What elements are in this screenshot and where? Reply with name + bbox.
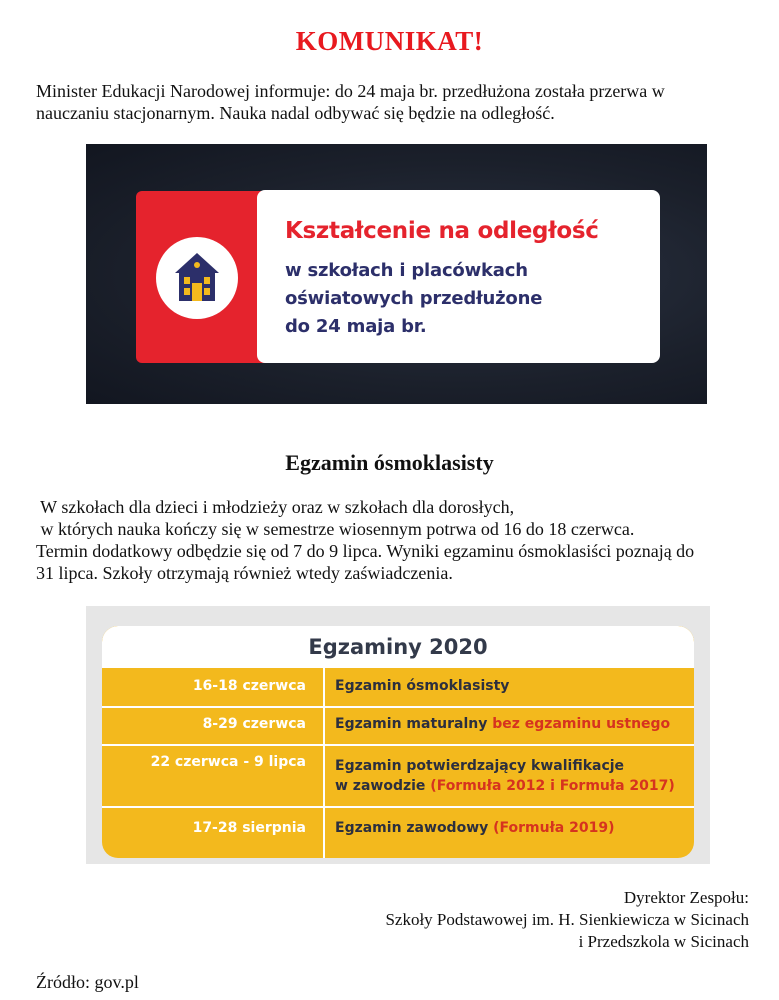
signature-line: Szkoły Podstawowej im. H. Sienkiewicza w Sicinach xyxy=(385,910,749,929)
exam-title-continued: w zawodzie xyxy=(335,778,426,794)
exam-title: Egzamin ósmoklasisty xyxy=(335,678,510,694)
banner-icon-circle xyxy=(156,237,238,319)
exam-line: 31 lipca. Szkoły otrzymają również wtedy zaświadczenia. xyxy=(36,563,453,583)
exams-2020-graphic xyxy=(86,606,710,864)
column-divider xyxy=(323,668,325,858)
exam-section-title: Egzamin ósmoklasisty xyxy=(285,450,494,475)
banner-line: w szkołach i placówkach xyxy=(285,260,528,281)
exam-name xyxy=(335,818,615,838)
exam-name xyxy=(335,756,624,776)
row-divider xyxy=(102,806,694,808)
exam-paragraph xyxy=(36,496,694,584)
intro-line: Minister Edukacji Narodowej informuje: do 24 maja br. przedłużona została przerwa w xyxy=(36,81,665,101)
school-building-icon xyxy=(172,251,222,303)
signature-line: i Przedszkola w Sicinach xyxy=(578,932,749,951)
exam-title: Egzamin zawodowy xyxy=(335,820,489,836)
exam-name xyxy=(335,714,670,734)
banner-card xyxy=(257,190,660,363)
exam-note: (Formuła 2012 i Formuła 2017) xyxy=(430,778,675,794)
exam-date: 8-29 czerwca xyxy=(202,716,306,732)
signature-line: Dyrektor Zespołu: xyxy=(623,888,749,907)
exam-line: w których nauka kończy się w semestrze wiosennym potrwa od 16 do 18 czerwca. xyxy=(36,519,635,539)
intro-line: nauczaniu stacjonarnym. Nauka nadal odbywać się będzie na odległość. xyxy=(36,103,555,123)
banner-heading: Kształcenie na odległość xyxy=(285,218,599,244)
distance-learning-banner xyxy=(86,144,707,404)
exams-table xyxy=(102,626,694,858)
source-note: Źródło: gov.pl xyxy=(36,972,139,992)
banner-line: oświatowych przedłużone xyxy=(285,288,543,309)
exams-table-title: Egzaminy 2020 xyxy=(102,626,694,668)
exam-line: W szkołach dla dzieci i młodzieży oraz w szkołach dla dorosłych, xyxy=(36,497,515,517)
banner-line: do 24 maja br. xyxy=(285,316,427,337)
exam-note: (Formuła 2019) xyxy=(493,820,615,836)
exam-title: Egzamin maturalny xyxy=(335,716,488,732)
exam-title: Egzamin potwierdzający kwalifikacje xyxy=(335,758,625,774)
page-title: KOMUNIKAT! xyxy=(295,26,484,56)
exam-date: 22 czerwca - 9 lipca xyxy=(150,754,306,770)
row-divider xyxy=(102,706,694,708)
intro-paragraph xyxy=(36,80,665,124)
exam-name-continued xyxy=(335,776,675,796)
exam-note: bez egzaminu ustnego xyxy=(492,716,671,732)
exam-line: Termin dodatkowy odbędzie się od 7 do 9 lipca. Wyniki egzaminu ósmoklasiści poznają do xyxy=(36,541,695,561)
exam-name xyxy=(335,676,509,696)
exam-date: 16-18 czerwca xyxy=(192,678,306,694)
row-divider xyxy=(102,744,694,746)
exam-date: 17-28 sierpnia xyxy=(192,820,306,836)
